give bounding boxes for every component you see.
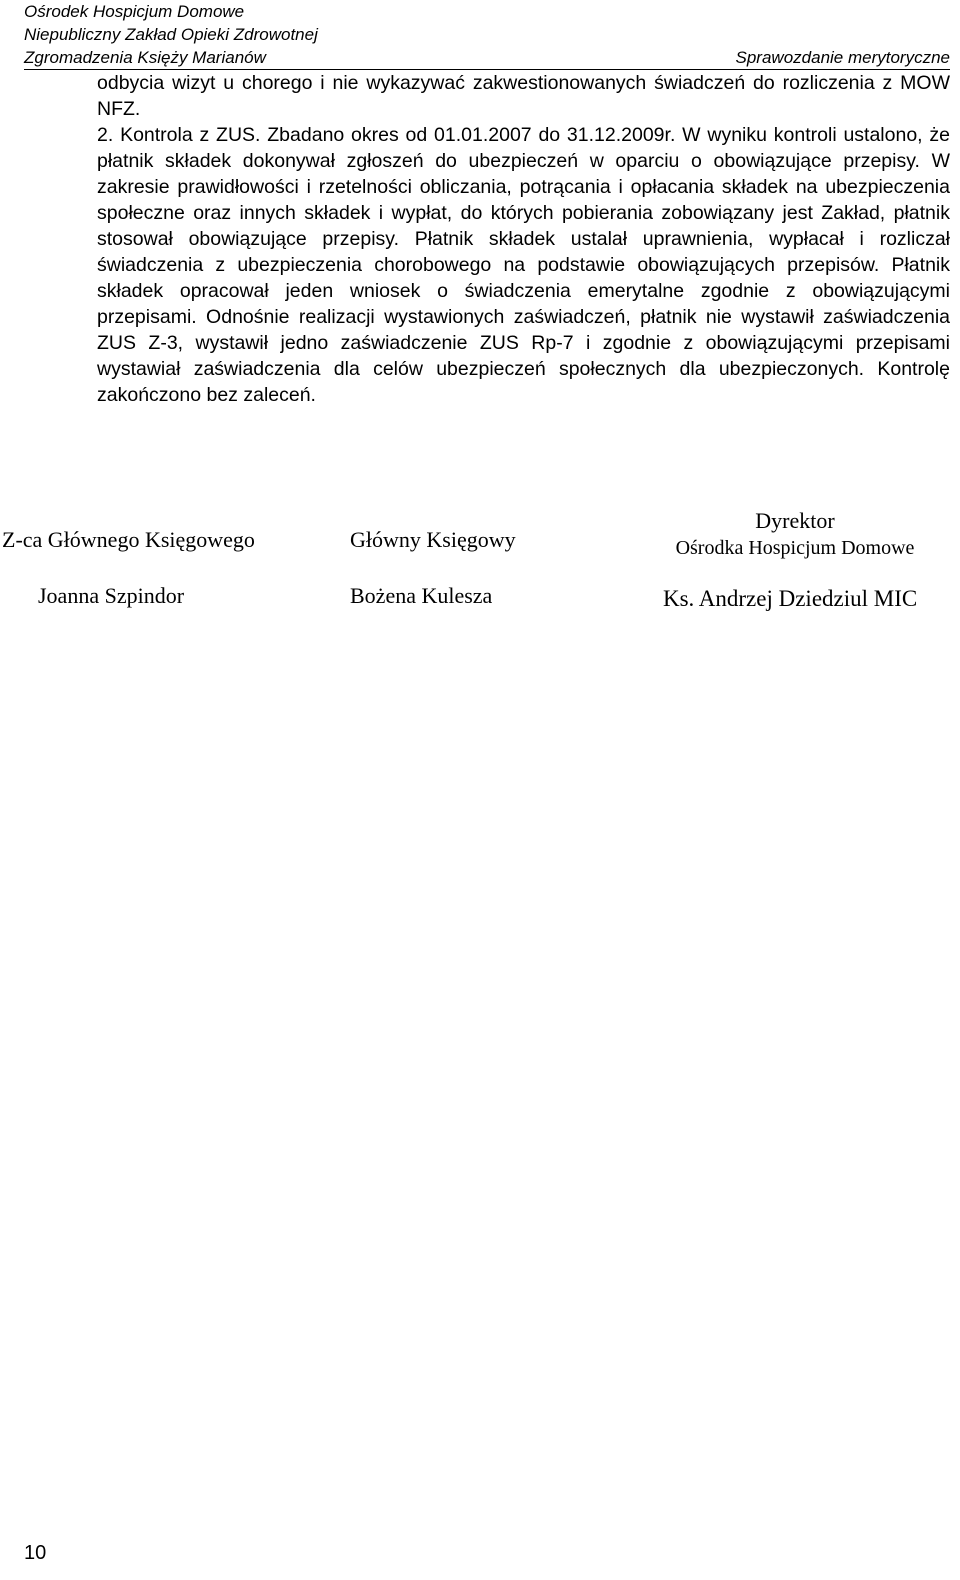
signature-deputy-accountant-title: Z-ca Głównego Księgowego	[2, 527, 255, 552]
signature-deputy-accountant-name: Joanna Szpindor	[38, 583, 185, 608]
paragraph-nfz: odbycia wizyt u chorego i nie wykazywać zakwestionowanych świadczeń do rozliczenia z MOW NFZ.	[97, 72, 950, 120]
header-congregation: Zgromadzenia Księży Marianów	[24, 48, 266, 67]
header-organization: Ośrodek Hospicjum Domowe	[24, 2, 245, 21]
header-report-title: Sprawozdanie merytoryczne	[735, 48, 950, 67]
document-header	[24, 0, 318, 69]
signature-director-name: Ks. Andrzej Dziedziul MIC	[663, 586, 918, 611]
report-body	[97, 70, 950, 408]
signature-director-title: Dyrektor	[755, 508, 835, 533]
signature-chief-accountant-name: Bożena Kulesza	[350, 583, 493, 608]
paragraph-zus-inspection: 2. Kontrola z ZUS. Zbadano okres od 01.01.2007 do 31.12.2009r. W wyniku kontroli ustalono, że płatnik składek dokonywał zgłoszeń do ubezpieczeń w oparciu o obowiązujące przepisy. W zakresie prawidłowości i rzetelności obliczania, potrącania i opłacania składek na ubezpieczenia społeczne oraz innych składek i wypłat, do których pobierania zobowiązany jest Zakład, płatnik stosował obowiązujące przepisy. Płatnik składek ustalał uprawnienia, wypłacał i rozliczał świadczenia z ubezpieczenia chorobowego na podstawie obowiązujących przepisów. Płatnik składek opracował jeden wniosek o świadczenia emerytalne zgodnie z obowiązującymi przepisami. Odnośnie realizacji wystawionych zaświadczeń, płatnik nie wystawił zaświadczenia ZUS Z-3, wystawił jedno zaświadczenie ZUS Rp-7 i zgodnie z obowiązującymi przepisami wystawiał zaświadczenia dla celów ubezpieczeń społecznych dla ubezpieczonych. Kontrolę zakończono bez zaleceń.	[97, 124, 950, 406]
signature-chief-accountant-title: Główny Księgowy	[350, 527, 516, 552]
page-number: 10	[24, 1542, 47, 1564]
header-facility-type: Niepubliczny Zakład Opieki Zdrowotnej	[24, 25, 318, 44]
signature-director-institution: Ośrodka Hospicjum Domowe	[675, 537, 915, 559]
